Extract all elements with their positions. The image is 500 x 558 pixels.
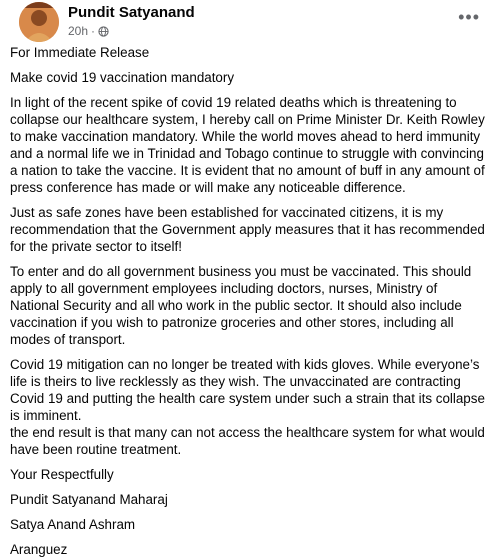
meta-separator: · [91, 24, 96, 38]
post-time[interactable]: 20h [68, 24, 89, 38]
post-paragraph: In light of the recent spike of covid 19 related deaths which is threatening to collapse our healthcare system, I hereby call on Prime Minister Dr. Keith Rowley to make vaccination mandatory. While the world moves ahead to herd immunity and a normal life we in Trinidad and Tobago continue to struggle with convincing a nation to take the vaccine. It is evident that no amount of buff in any amount of press conference has made or will make any noticeable difference. [10, 95, 485, 195]
post-paragraph: the end result is that many can not access the healthcare system for what would have been routine treatment. [10, 425, 485, 457]
post-paragraph: To enter and do all government business you must be vaccinated. This should apply to all government employees including doctors, nurses, Ministry of National Security and all who work in the public sector. It should also include vaccination if you wish to patronize groceries and other stores, including all modes of transport. [10, 264, 472, 347]
more-options-button[interactable] [458, 8, 480, 26]
author-avatar[interactable] [19, 2, 59, 42]
post-body [10, 44, 490, 558]
post-paragraph: Just as safe zones have been established for vaccinated citizens, it is my recommendation that the Government apply measures that it has recommended for the private sector to itself! [10, 205, 485, 254]
post-line-release: For Immediate Release [10, 45, 150, 60]
post-signature-location: Aranguez [10, 542, 68, 557]
post-header [10, 0, 490, 38]
post-signature-name: Pundit Satyanand Maharaj [10, 492, 168, 507]
post-paragraph: Covid 19 mitigation can no longer be treated with kids gloves. While everyone’s life is theirs to live recklessly as they wish. The unvaccinated are contracting Covid 19 and putting the health care system under such a strain that its collapse is imminent. [10, 357, 485, 423]
post-meta [68, 24, 109, 38]
post-signoff: Your Respectfully [10, 467, 114, 482]
more-horizontal-icon: ••• [458, 7, 480, 27]
globe-icon[interactable] [98, 26, 109, 37]
author-name[interactable]: Pundit Satyanand [68, 4, 195, 21]
avatar-image [19, 2, 59, 42]
post-line-headline: Make covid 19 vaccination mandatory [10, 70, 235, 85]
post-signature-ashram: Satya Anand Ashram [10, 517, 136, 532]
